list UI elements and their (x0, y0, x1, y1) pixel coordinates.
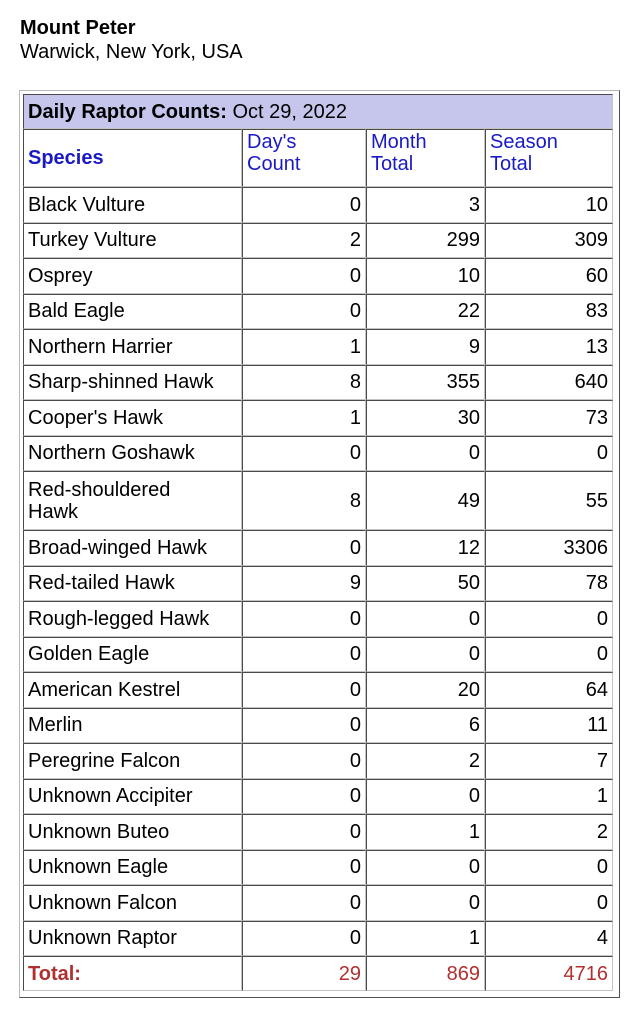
table-row (23, 329, 613, 365)
site-location: Warwick, New York, USA (20, 41, 243, 63)
species-cell: Bald Eagle (23, 294, 242, 330)
species-cell: Red-tailed Hawk (23, 566, 242, 602)
day-count-cell: 0 (242, 637, 366, 673)
table-row (23, 223, 613, 259)
month-total-cell: 0 (366, 779, 485, 815)
species-cell: Osprey (23, 258, 242, 294)
species-cell: Unknown Eagle (23, 850, 242, 886)
season-total-cell: 309 (485, 223, 613, 259)
species-cell: Sharp-shinned Hawk (23, 365, 242, 401)
month-total-cell: 1 (366, 814, 485, 850)
total-season-total: 4716 (485, 956, 613, 991)
season-total-cell: 640 (485, 365, 613, 401)
table-row (23, 708, 613, 744)
month-total-cell: 12 (366, 530, 485, 566)
season-total-cell: 73 (485, 400, 613, 436)
month-total-cell: 1 (366, 921, 485, 957)
month-total-cell: 6 (366, 708, 485, 744)
table-row (23, 601, 613, 637)
species-cell: Black Vulture (23, 187, 242, 223)
species-cell: Unknown Falcon (23, 885, 242, 921)
day-count-cell: 8 (242, 365, 366, 401)
season-total-cell: 3306 (485, 530, 613, 566)
month-total-cell: 30 (366, 400, 485, 436)
day-count-cell: 0 (242, 436, 366, 472)
day-count-cell: 0 (242, 885, 366, 921)
month-total-cell: 299 (366, 223, 485, 259)
species-cell (23, 471, 242, 530)
col-header-day-count-line2: Count (247, 153, 301, 175)
raptor-count-table (23, 94, 613, 991)
species-cell: American Kestrel (23, 672, 242, 708)
table-row (23, 885, 613, 921)
banner-cell (23, 94, 613, 129)
season-total-cell: 2 (485, 814, 613, 850)
season-total-cell: 64 (485, 672, 613, 708)
col-header-season-total-line2: Total (490, 153, 533, 175)
species-cell: Cooper's Hawk (23, 400, 242, 436)
species-cell: Turkey Vulture (23, 223, 242, 259)
species-cell: Rough-legged Hawk (23, 601, 242, 637)
column-header-row (23, 129, 613, 187)
species-cell-text: Red-shouldered Hawk (28, 478, 171, 523)
month-total-cell: 20 (366, 672, 485, 708)
total-day-count: 29 (242, 956, 366, 991)
table-row (23, 187, 613, 223)
season-total-cell: 11 (485, 708, 613, 744)
table-row (23, 471, 613, 530)
table-row (23, 850, 613, 886)
day-count-cell: 1 (242, 400, 366, 436)
month-total-cell: 0 (366, 601, 485, 637)
day-count-cell: 0 (242, 850, 366, 886)
species-cell: Unknown Buteo (23, 814, 242, 850)
season-total-cell: 7 (485, 743, 613, 779)
table-row (23, 530, 613, 566)
site-name: Mount Peter (20, 17, 136, 39)
species-cell: Broad-winged Hawk (23, 530, 242, 566)
season-total-cell: 60 (485, 258, 613, 294)
species-cell: Golden Eagle (23, 637, 242, 673)
species-cell: Unknown Accipiter (23, 779, 242, 815)
table-row (23, 436, 613, 472)
total-row (23, 956, 613, 991)
col-header-day-count-line1: Day's (247, 131, 297, 153)
season-total-cell: 83 (485, 294, 613, 330)
day-count-cell: 8 (242, 471, 366, 530)
day-count-cell: 0 (242, 672, 366, 708)
season-total-cell: 0 (485, 885, 613, 921)
month-total-cell: 22 (366, 294, 485, 330)
col-header-species: Species (23, 129, 242, 187)
day-count-cell: 9 (242, 566, 366, 602)
month-total-cell: 9 (366, 329, 485, 365)
season-total-cell: 10 (485, 187, 613, 223)
day-count-cell: 2 (242, 223, 366, 259)
day-count-cell: 0 (242, 258, 366, 294)
day-count-cell: 0 (242, 779, 366, 815)
col-header-season-total (485, 129, 613, 187)
month-total-cell: 50 (366, 566, 485, 602)
table-row (23, 637, 613, 673)
table-row (23, 743, 613, 779)
season-total-cell: 1 (485, 779, 613, 815)
col-header-month-total (366, 129, 485, 187)
month-total-cell: 10 (366, 258, 485, 294)
season-total-cell: 55 (485, 471, 613, 530)
month-total-cell: 355 (366, 365, 485, 401)
species-cell: Northern Harrier (23, 329, 242, 365)
day-count-cell: 0 (242, 601, 366, 637)
species-cell: Northern Goshawk (23, 436, 242, 472)
col-header-day-count (242, 129, 366, 187)
table-row (23, 294, 613, 330)
table-row (23, 814, 613, 850)
site-header (20, 16, 243, 64)
day-count-cell: 0 (242, 743, 366, 779)
month-total-cell: 3 (366, 187, 485, 223)
month-total-cell: 49 (366, 471, 485, 530)
month-total-cell: 0 (366, 637, 485, 673)
table-row (23, 672, 613, 708)
season-total-cell: 0 (485, 637, 613, 673)
day-count-cell: 1 (242, 329, 366, 365)
day-count-cell: 0 (242, 187, 366, 223)
col-header-month-total-line2: Total (371, 153, 414, 175)
table-row (23, 365, 613, 401)
month-total-cell: 0 (366, 850, 485, 886)
table-banner (23, 94, 613, 129)
day-count-cell: 0 (242, 708, 366, 744)
species-cell: Merlin (23, 708, 242, 744)
table-row (23, 921, 613, 957)
report-date: Oct 29, 2022 (232, 100, 347, 123)
month-total-cell: 0 (366, 436, 485, 472)
table-row (23, 400, 613, 436)
total-label: Total: (23, 956, 242, 991)
table-row (23, 779, 613, 815)
table-row (23, 566, 613, 602)
day-count-cell: 0 (242, 530, 366, 566)
day-count-cell: 0 (242, 294, 366, 330)
day-count-cell: 0 (242, 814, 366, 850)
total-month-total: 869 (366, 956, 485, 991)
season-total-cell: 78 (485, 566, 613, 602)
month-total-cell: 2 (366, 743, 485, 779)
season-total-cell: 13 (485, 329, 613, 365)
col-header-month-total-line1: Month (371, 131, 427, 153)
season-total-cell: 0 (485, 601, 613, 637)
species-cell: Peregrine Falcon (23, 743, 242, 779)
season-total-cell: 4 (485, 921, 613, 957)
species-cell: Unknown Raptor (23, 921, 242, 957)
table-row (23, 258, 613, 294)
month-total-cell: 0 (366, 885, 485, 921)
day-count-cell: 0 (242, 921, 366, 957)
report-title: Daily Raptor Counts: (28, 100, 227, 123)
col-header-season-total-line1: Season (490, 131, 558, 153)
season-total-cell: 0 (485, 436, 613, 472)
season-total-cell: 0 (485, 850, 613, 886)
